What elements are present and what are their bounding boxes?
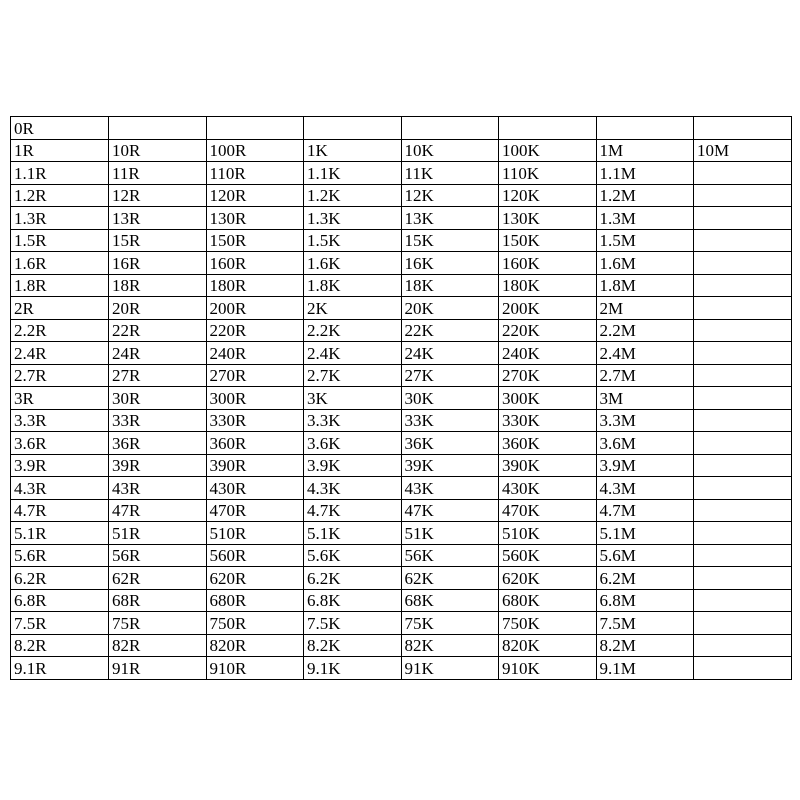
table-cell: 5.6K [304, 544, 402, 567]
table-cell [694, 184, 792, 207]
table-cell: 62R [109, 567, 207, 590]
table-cell: 820R [206, 634, 304, 657]
table-cell: 2.7K [304, 364, 402, 387]
table-row [11, 342, 792, 365]
table-cell: 18K [401, 274, 499, 297]
table-cell: 620R [206, 567, 304, 590]
table-cell [401, 117, 499, 140]
table-cell: 33K [401, 409, 499, 432]
table-cell [694, 477, 792, 500]
table-cell: 150K [499, 229, 597, 252]
table-cell: 1K [304, 139, 402, 162]
table-cell: 120R [206, 184, 304, 207]
table-cell: 1.3K [304, 207, 402, 230]
table-row [11, 499, 792, 522]
resistor-value-table [10, 116, 792, 680]
table-cell [499, 117, 597, 140]
table-row [11, 589, 792, 612]
table-row [11, 117, 792, 140]
table-cell [694, 522, 792, 545]
table-cell: 560K [499, 544, 597, 567]
table-cell: 24R [109, 342, 207, 365]
table-cell: 20K [401, 297, 499, 320]
table-cell: 1.3R [11, 207, 109, 230]
table-cell: 100K [499, 139, 597, 162]
table-row [11, 477, 792, 500]
table-cell: 33R [109, 409, 207, 432]
table-cell: 1.8K [304, 274, 402, 297]
table-cell: 7.5K [304, 612, 402, 635]
table-cell [694, 207, 792, 230]
table-body [11, 117, 792, 680]
table-cell [694, 634, 792, 657]
table-cell [694, 409, 792, 432]
table-cell: 680K [499, 589, 597, 612]
table-cell [694, 297, 792, 320]
table-cell [694, 567, 792, 590]
table-cell: 390K [499, 454, 597, 477]
table-cell: 2.4M [596, 342, 694, 365]
table-cell: 7.5M [596, 612, 694, 635]
table-cell: 9.1M [596, 657, 694, 680]
table-row [11, 432, 792, 455]
table-cell [694, 657, 792, 680]
table-cell: 75R [109, 612, 207, 635]
table-cell: 22K [401, 319, 499, 342]
table-cell: 200K [499, 297, 597, 320]
table-cell: 220K [499, 319, 597, 342]
table-cell: 2.7M [596, 364, 694, 387]
table-cell: 180R [206, 274, 304, 297]
table-cell: 82R [109, 634, 207, 657]
table-cell: 120K [499, 184, 597, 207]
table-cell [694, 432, 792, 455]
table-row [11, 184, 792, 207]
table-cell: 91R [109, 657, 207, 680]
table-cell: 300R [206, 387, 304, 410]
table-cell: 16K [401, 252, 499, 275]
table-cell: 15R [109, 229, 207, 252]
table-cell: 5.1M [596, 522, 694, 545]
table-row [11, 229, 792, 252]
table-cell: 1.8R [11, 274, 109, 297]
table-row [11, 207, 792, 230]
table-cell: 4.7R [11, 499, 109, 522]
table-cell: 1R [11, 139, 109, 162]
table-row [11, 634, 792, 657]
table-cell: 100R [206, 139, 304, 162]
table-cell: 36K [401, 432, 499, 455]
table-cell [694, 274, 792, 297]
table-cell [694, 252, 792, 275]
table-cell: 24K [401, 342, 499, 365]
table-cell: 820K [499, 634, 597, 657]
table-cell: 130R [206, 207, 304, 230]
table-cell: 2.4K [304, 342, 402, 365]
table-cell: 680R [206, 589, 304, 612]
table-cell [694, 229, 792, 252]
table-cell: 2K [304, 297, 402, 320]
table-cell: 330R [206, 409, 304, 432]
table-cell: 1.2K [304, 184, 402, 207]
table-cell: 2.2K [304, 319, 402, 342]
table-cell: 160K [499, 252, 597, 275]
table-cell: 20R [109, 297, 207, 320]
table-cell: 110R [206, 162, 304, 185]
table-row [11, 274, 792, 297]
table-cell: 6.8M [596, 589, 694, 612]
table-cell [694, 499, 792, 522]
table-cell: 1.2M [596, 184, 694, 207]
table-cell: 240K [499, 342, 597, 365]
table-cell: 10K [401, 139, 499, 162]
table-cell: 4.3R [11, 477, 109, 500]
table-row [11, 139, 792, 162]
table-cell: 15K [401, 229, 499, 252]
table-cell: 4.7M [596, 499, 694, 522]
table-cell: 18R [109, 274, 207, 297]
table-cell: 1.8M [596, 274, 694, 297]
table-cell: 3.9K [304, 454, 402, 477]
table-cell: 12K [401, 184, 499, 207]
table-cell: 2R [11, 297, 109, 320]
table-cell: 270K [499, 364, 597, 387]
table-cell: 3M [596, 387, 694, 410]
table-cell: 130K [499, 207, 597, 230]
table-cell: 3K [304, 387, 402, 410]
table-cell: 7.5R [11, 612, 109, 635]
table-cell: 9.1K [304, 657, 402, 680]
table-cell: 68K [401, 589, 499, 612]
table-cell: 1.6M [596, 252, 694, 275]
table-cell: 240R [206, 342, 304, 365]
table-cell: 82K [401, 634, 499, 657]
table-cell: 6.2R [11, 567, 109, 590]
table-cell [596, 117, 694, 140]
table-cell: 160R [206, 252, 304, 275]
table-row [11, 319, 792, 342]
table-cell: 22R [109, 319, 207, 342]
table-cell: 750R [206, 612, 304, 635]
table-cell: 91K [401, 657, 499, 680]
table-cell: 9.1R [11, 657, 109, 680]
table-cell [694, 117, 792, 140]
table-cell: 6.2K [304, 567, 402, 590]
table-cell: 51K [401, 522, 499, 545]
table-cell: 3.9R [11, 454, 109, 477]
table-cell: 3.3M [596, 409, 694, 432]
table-cell [206, 117, 304, 140]
table-cell: 1.1R [11, 162, 109, 185]
table-cell [694, 544, 792, 567]
table-cell: 180K [499, 274, 597, 297]
table-cell: 13K [401, 207, 499, 230]
table-cell: 47R [109, 499, 207, 522]
table-cell: 3.6R [11, 432, 109, 455]
table-cell: 3.9M [596, 454, 694, 477]
table-row [11, 522, 792, 545]
table-cell [694, 454, 792, 477]
table-cell [694, 342, 792, 365]
table-cell: 5.1R [11, 522, 109, 545]
table-cell: 62K [401, 567, 499, 590]
table-cell: 0R [11, 117, 109, 140]
table-cell: 5.1K [304, 522, 402, 545]
table-cell: 3.3K [304, 409, 402, 432]
table-cell: 2.2R [11, 319, 109, 342]
table-cell: 51R [109, 522, 207, 545]
table-cell: 750K [499, 612, 597, 635]
table-cell: 430K [499, 477, 597, 500]
table-row [11, 252, 792, 275]
table-cell: 39R [109, 454, 207, 477]
table-cell: 1.5R [11, 229, 109, 252]
table-row [11, 297, 792, 320]
table-cell: 510K [499, 522, 597, 545]
table-cell: 30K [401, 387, 499, 410]
table-cell [304, 117, 402, 140]
table-cell: 430R [206, 477, 304, 500]
table-cell [694, 612, 792, 635]
table-cell: 1.1M [596, 162, 694, 185]
table-cell: 1.3M [596, 207, 694, 230]
table-cell: 910R [206, 657, 304, 680]
table-cell: 1.5K [304, 229, 402, 252]
table-cell: 8.2M [596, 634, 694, 657]
table-cell: 47K [401, 499, 499, 522]
table-cell: 4.3K [304, 477, 402, 500]
table-cell: 3.3R [11, 409, 109, 432]
table-cell: 910K [499, 657, 597, 680]
table-cell: 6.2M [596, 567, 694, 590]
table-cell: 220R [206, 319, 304, 342]
table-cell [694, 162, 792, 185]
table-row [11, 454, 792, 477]
table-cell: 1M [596, 139, 694, 162]
table-cell: 75K [401, 612, 499, 635]
table-cell [109, 117, 207, 140]
table-cell: 43R [109, 477, 207, 500]
table-cell: 56K [401, 544, 499, 567]
table-cell: 360K [499, 432, 597, 455]
table-cell: 43K [401, 477, 499, 500]
table-cell: 4.7K [304, 499, 402, 522]
table-cell: 3.6M [596, 432, 694, 455]
table-cell: 8.2K [304, 634, 402, 657]
table-cell: 1.1K [304, 162, 402, 185]
table-cell: 470K [499, 499, 597, 522]
table-row [11, 387, 792, 410]
table-cell: 10M [694, 139, 792, 162]
table-cell: 510R [206, 522, 304, 545]
table-row [11, 567, 792, 590]
table-cell: 56R [109, 544, 207, 567]
table-cell: 12R [109, 184, 207, 207]
table-cell: 27K [401, 364, 499, 387]
table-cell: 150R [206, 229, 304, 252]
table-cell [694, 364, 792, 387]
table-cell: 270R [206, 364, 304, 387]
table-cell: 1.6R [11, 252, 109, 275]
table-cell: 68R [109, 589, 207, 612]
table-row [11, 612, 792, 635]
table-cell: 330K [499, 409, 597, 432]
table-cell [694, 387, 792, 410]
table-row [11, 364, 792, 387]
table-cell: 30R [109, 387, 207, 410]
table-cell: 110K [499, 162, 597, 185]
table-cell [694, 319, 792, 342]
table-cell: 360R [206, 432, 304, 455]
table-cell: 470R [206, 499, 304, 522]
table-cell: 11R [109, 162, 207, 185]
table-cell: 6.8K [304, 589, 402, 612]
table-cell: 39K [401, 454, 499, 477]
table-cell: 8.2R [11, 634, 109, 657]
table-cell: 560R [206, 544, 304, 567]
table-cell: 4.3M [596, 477, 694, 500]
table-cell: 300K [499, 387, 597, 410]
table-cell: 16R [109, 252, 207, 275]
table-cell: 27R [109, 364, 207, 387]
table-cell: 620K [499, 567, 597, 590]
table-cell: 2.2M [596, 319, 694, 342]
table-cell: 6.8R [11, 589, 109, 612]
table-cell: 5.6R [11, 544, 109, 567]
table-row [11, 657, 792, 680]
table-cell: 2M [596, 297, 694, 320]
table-cell: 10R [109, 139, 207, 162]
table-cell: 1.5M [596, 229, 694, 252]
table-cell: 11K [401, 162, 499, 185]
table-cell: 5.6M [596, 544, 694, 567]
table-cell: 3R [11, 387, 109, 410]
table-cell: 1.2R [11, 184, 109, 207]
table-cell [694, 589, 792, 612]
table-cell: 3.6K [304, 432, 402, 455]
table-cell: 2.7R [11, 364, 109, 387]
table-cell: 13R [109, 207, 207, 230]
table-row [11, 409, 792, 432]
table-cell: 36R [109, 432, 207, 455]
table-row [11, 162, 792, 185]
table-cell: 390R [206, 454, 304, 477]
table-cell: 1.6K [304, 252, 402, 275]
table-cell: 2.4R [11, 342, 109, 365]
table-row [11, 544, 792, 567]
table-cell: 200R [206, 297, 304, 320]
